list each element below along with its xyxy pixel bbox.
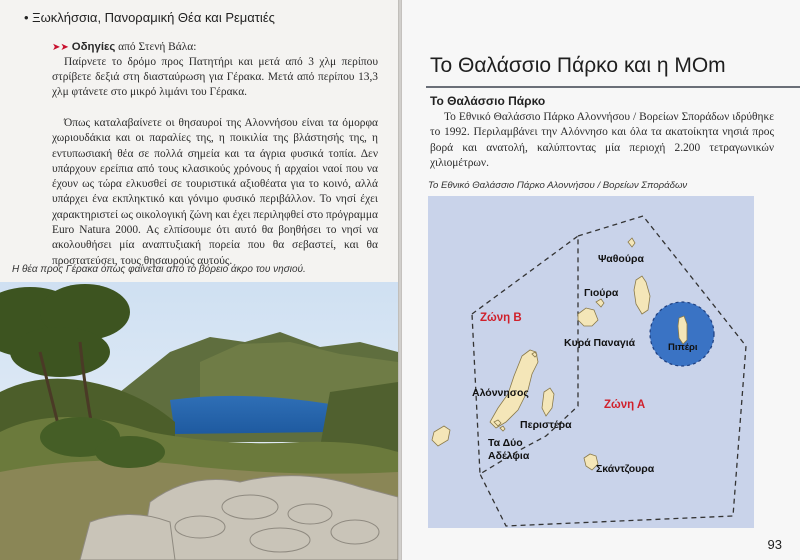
directions-block [52, 40, 378, 100]
directions-label: Οδηγίες [71, 41, 116, 53]
label-dyo-adelfia-2: Αδέλφια [488, 450, 530, 462]
label-psathoura: Ψαθούρα [598, 253, 644, 265]
marine-park-map [428, 196, 754, 528]
page-title: Το Θαλάσσιο Πάρκο και η ΜΟm [430, 54, 726, 77]
title-divider [426, 86, 800, 88]
page-number: 93 [767, 537, 782, 552]
map-caption: Το Εθνικό Θαλάσσιο Πάρκο Αλοννήσου / Βορείων Σποράδων [428, 180, 688, 191]
directions-text: Παίρνετε το δρόμο προς Πατητήρι και μετά από 3 χλμ περίπου στρίβετε δεξιά στη διασταύρωση για Γέρακα. Μετά από περίπου 13,3 χλμ φτάνετε στο μικρό λιμάνι του Γέρακα. [52, 56, 378, 98]
label-piperi: Πιπέρι [668, 342, 698, 353]
label-kyra-panagia: Κυρά Παναγιά [564, 337, 636, 349]
landscape-photo [0, 282, 398, 560]
photo-caption: Η θέα προς Γέρακα όπως φαίνεται από το βόρειο άκρο του νησιού. [12, 264, 306, 275]
right-page [402, 0, 800, 560]
label-gioura: Γιούρα [584, 287, 619, 299]
subheading: Το Θαλάσσιο Πάρκο [430, 94, 546, 108]
label-zone-b: Ζώνη Β [480, 312, 522, 324]
right-body-text: Το Εθνικό Θαλάσσιο Πάρκο Αλοννήσου / Βορείων Σποράδων ιδρύθηκε το 1992. Περιλαμβάνει την Αλόννησο και όλα τα ακατοίκητα νησιά προς βορά και ανατολή, καλύπτοντας μία περιοχή 2.200 τετραγωνικών χιλιομέτρων. [430, 111, 774, 169]
label-alonnisos: Αλόννησος [472, 387, 529, 399]
section-header: • Ξωκλήσσια, Πανοραμική Θέα και Ρεματιές [24, 10, 275, 25]
directions-from: από Στενή Βάλα: [115, 41, 197, 53]
left-body-text: Όπως καταλαβαίνετε οι θησαυροί της Αλοννήσου είναι τα όμορφα χωριουδάκια και οι παραλίες της, η ποικιλία της βλάστησής της, η εντυπωσιακή θέα σε πολλά σημεία και τα άγρια φυσικά τοπία. Δεν υπάρχουν ερείπια από τους κλασικούς χρόνους ή αρχαίοι ναοί που να έχουν ως τώρα ελκυσθεί σε τουριστικά αξιοθέατα για το κοινό, αλλά υπάρχει ένα εκπληκτικό και γόνιμο φυσικό περιβάλλον. Το νησί έχει χαρακτηριστεί ως οικολογική ζώνη και έχει περιληφθεί στο πρόγραμμα Euro Natura 2000. Ας ελπίσουμε ότι αυτό θα βοηθήσει το νησί να ακολουθήσει μία αναπτυξιακή πορεία που θα σεβαστεί, και θα προστατεύσει, τους θησαυρούς αυτούς. [52, 117, 378, 267]
double-arrow-icon: ➤➤ [52, 42, 69, 53]
label-skantzoura: Σκάντζουρα [596, 463, 655, 475]
label-peristera: Περιστέρα [520, 419, 572, 431]
label-dyo-adelfia-1: Τα Δύο [488, 437, 523, 449]
label-zone-a: Ζώνη Α [604, 399, 646, 411]
left-page [0, 0, 398, 560]
